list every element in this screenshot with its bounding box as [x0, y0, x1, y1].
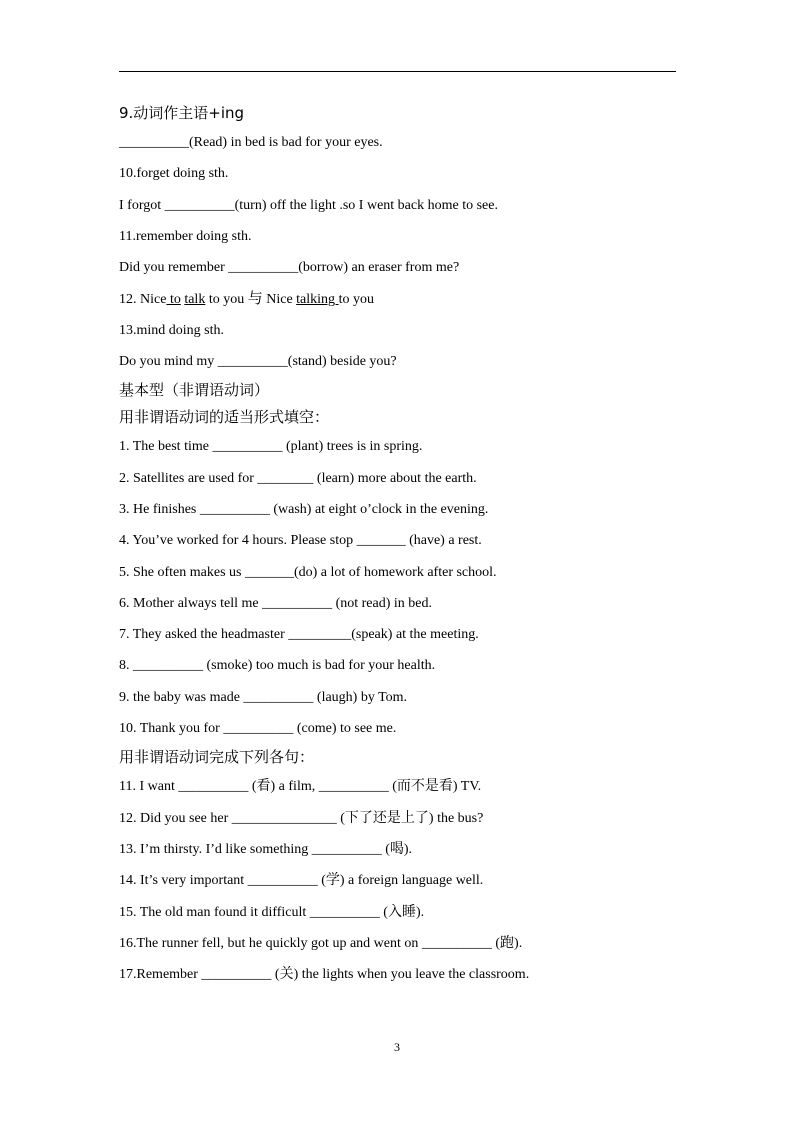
exercise-line: 16.The runner fell, but he quickly got up and went on __________ (跑).	[119, 935, 523, 951]
exercise-line: 13. I’m thirsty. I’d like something __________ (喝).	[119, 841, 413, 857]
exercise-line: Do you mind my __________(stand) beside you?	[119, 354, 397, 370]
page-number: 3	[394, 1040, 400, 1054]
section-heading-11: 11.remember doing sth.	[119, 228, 252, 244]
exercise-line: 4. You’ve worked for 4 hours. Please stop _______ (have) a rest.	[119, 533, 482, 549]
exercise-line: Did you remember __________(borrow) an eraser from me?	[119, 260, 460, 276]
exercise-line: 15. The old man found it difficult __________ (入睡).	[119, 904, 425, 920]
exercise-line: I forgot __________(turn) off the light .so I went back home to see.	[119, 197, 498, 213]
line12-yu: 与	[247, 289, 263, 308]
exercise-line: 3. He finishes __________ (wash) at eight o’clock in the evening.	[119, 501, 489, 517]
exercise-line: 12. Did you see her _______________ (下了还是上了) the bus?	[119, 810, 484, 826]
line12-mid: to you	[205, 292, 248, 308]
exercise-line: 9. the baby was made __________ (laugh) by Tom.	[119, 689, 408, 705]
exercise-line: 7. They asked the headmaster _________(speak) at the meeting.	[119, 627, 479, 643]
line12-talk: talk	[184, 292, 206, 308]
exercise-line: 14. It’s very important __________ (学) a foreign language well.	[119, 873, 484, 889]
header-rule	[119, 71, 676, 72]
section-heading-12	[119, 283, 699, 314]
exercise-line: 10. Thank you for __________ (come) to see me.	[119, 721, 397, 737]
exercise-line: 1. The best time __________ (plant) trees is in spring.	[119, 439, 423, 455]
section-heading-13: 13.mind doing sth.	[119, 322, 225, 338]
line12-prefix: 12. Nice	[119, 292, 167, 308]
exercise-content	[119, 100, 699, 990]
section-heading-9: 9.动词作主语+ing	[119, 104, 245, 122]
line12-suffix: to you	[338, 292, 374, 308]
exercise-line: 17.Remember __________ (关) the lights when you leave the classroom.	[119, 967, 530, 983]
line12-nice2: Nice	[262, 292, 297, 308]
exercise-line: 8. __________ (smoke) too much is bad for your health.	[119, 658, 436, 674]
section-title-basic: 基本型（非谓语动词）	[119, 381, 270, 400]
instruction-complete: 用非谓语动词完成下列各句：	[119, 748, 315, 767]
exercise-line: __________(Read) in bed is bad for your eyes.	[119, 135, 383, 150]
exercise-line: 5. She often makes us _______(do) a lot of homework after school.	[119, 564, 497, 580]
section-heading-10: 10.forget doing sth.	[119, 166, 229, 182]
exercise-line: 11. I want __________ (看) a film, __________ (而不是看) TV.	[119, 779, 482, 795]
exercise-line: 6. Mother always tell me __________ (not read) in bed.	[119, 595, 432, 611]
instruction-fill: 用非谓语动词的适当形式填空：	[119, 408, 330, 427]
line12-to: to	[166, 292, 181, 308]
line12-talking: talking	[296, 292, 339, 308]
exercise-line: 2. Satellites are used for ________ (learn) more about the earth.	[119, 470, 477, 486]
